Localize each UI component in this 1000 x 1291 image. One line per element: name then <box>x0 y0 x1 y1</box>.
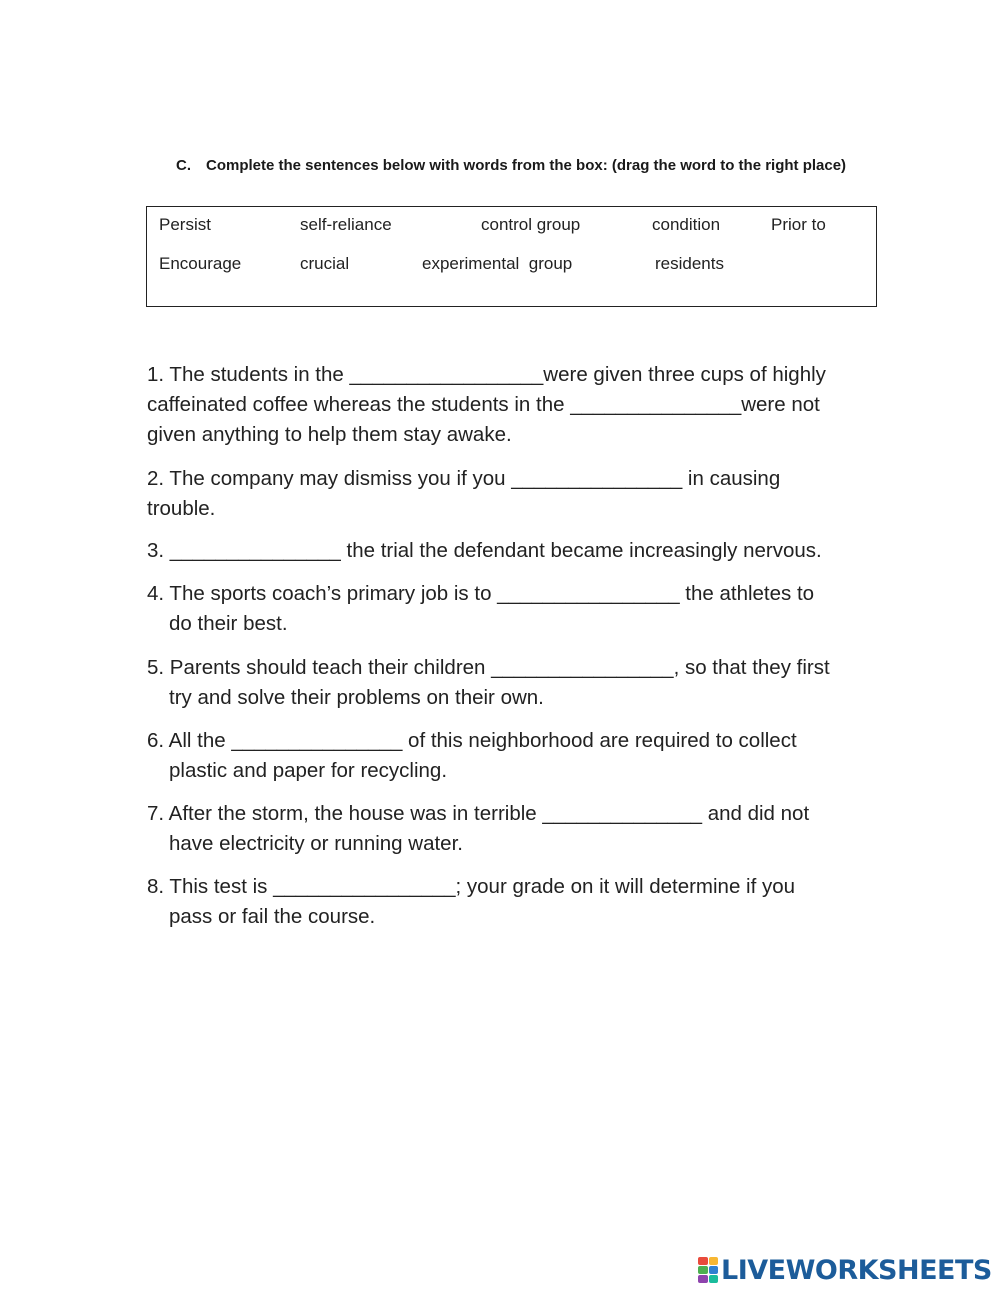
logo-block <box>709 1257 719 1265</box>
question-line: do their best. <box>169 612 288 635</box>
question-line: pass or fail the course. <box>169 905 376 928</box>
logo-block <box>709 1275 719 1283</box>
word-crucial[interactable]: crucial <box>300 254 350 273</box>
word-condition[interactable]: condition <box>652 215 721 234</box>
liveworksheets-logo <box>698 1254 992 1286</box>
question-line: 5. Parents should teach their children ________________, so that they first <box>147 656 830 679</box>
question-line: have electricity or running water. <box>169 832 463 855</box>
word-self-reliance[interactable]: self-reliance <box>300 215 392 234</box>
question-7 <box>147 799 867 859</box>
question-line: 2. The company may dismiss you if you _______________ in causing <box>147 467 781 490</box>
question-3 <box>147 536 867 566</box>
logo-text: LIVEWORKSHEETS <box>721 1254 992 1286</box>
question-line: 8. This test is ________________; your grade on it will determine if you <box>147 875 796 898</box>
question-line: given anything to help them stay awake. <box>147 423 512 446</box>
question-4 <box>147 579 867 639</box>
question-2 <box>147 464 867 524</box>
question-line: try and solve their problems on their own. <box>169 686 544 709</box>
question-line: 4. The sports coach’s primary job is to ________________ the athletes to <box>147 582 815 605</box>
question-line: 7. After the storm, the house was in terrible ______________ and did not <box>147 802 810 825</box>
question-line: caffeinated coffee whereas the students in the _______________were not <box>147 393 820 416</box>
instruction-letter: C. <box>176 157 191 174</box>
word-control-group[interactable]: control group <box>481 215 581 234</box>
question-line: 6. All the _______________ of this neighborhood are required to collect <box>147 729 797 752</box>
logo-block <box>709 1266 719 1274</box>
word-encourage[interactable]: Encourage <box>159 254 242 273</box>
question-line: plastic and paper for recycling. <box>169 759 448 782</box>
word-persist[interactable]: Persist <box>159 215 211 234</box>
word-experimental-group[interactable]: experimental group <box>422 254 573 273</box>
instruction-text: Complete the sentences below with words from the box: (drag the word to the right place) <box>206 157 847 174</box>
question-1 <box>147 360 867 450</box>
question-5 <box>147 653 867 713</box>
word-bank-box <box>146 206 877 307</box>
question-line: 3. _______________ the trial the defendant became increasingly nervous. <box>147 539 822 562</box>
logo-block <box>698 1266 708 1274</box>
logo-block <box>698 1257 708 1265</box>
logo-blocks-icon <box>698 1257 718 1283</box>
question-line: trouble. <box>147 497 216 520</box>
logo-block <box>698 1275 708 1283</box>
word-residents[interactable]: residents <box>655 254 724 273</box>
question-8 <box>147 872 867 932</box>
instruction <box>176 154 856 177</box>
question-6 <box>147 726 867 786</box>
word-prior-to[interactable]: Prior to <box>771 215 826 234</box>
question-line: 1. The students in the _________________were given three cups of highly <box>147 363 826 386</box>
